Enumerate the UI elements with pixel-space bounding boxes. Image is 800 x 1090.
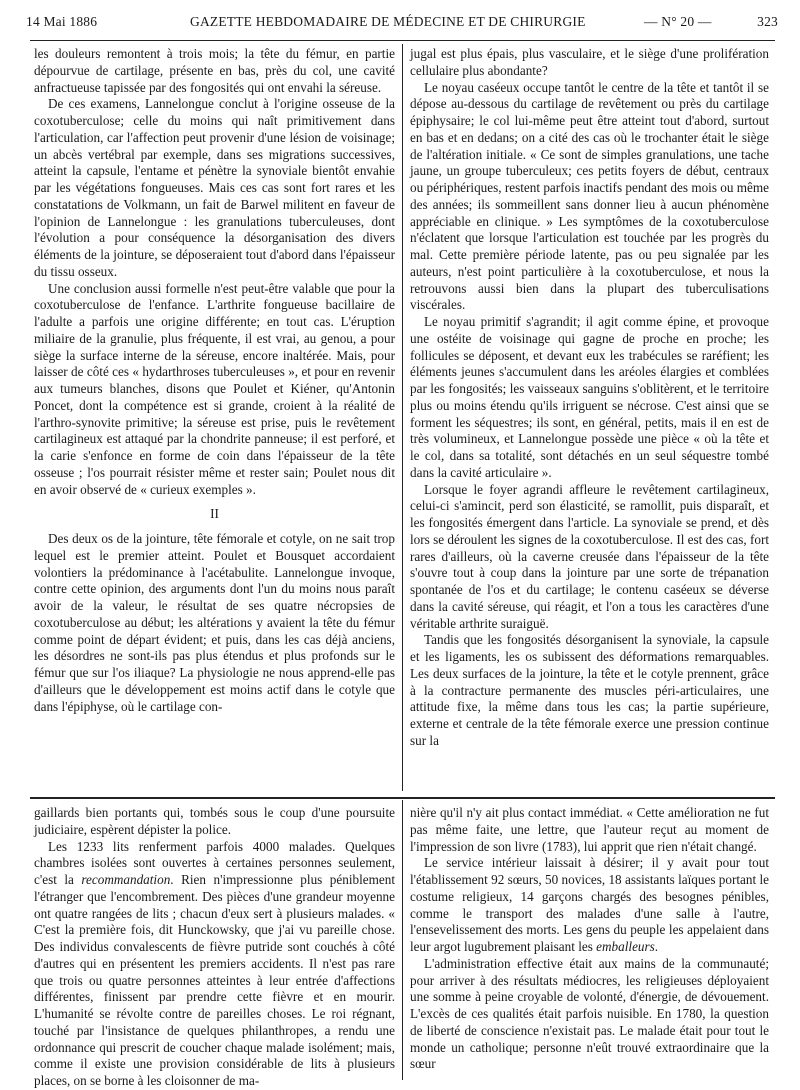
paragraph: Une conclusion aussi formelle n'est peut-être valable que pour la coxotuberculose de l'enfance. L'arthrite fongueuse bacillaire de l'adulte a parfois une origine différente; en tout cas. L'éruption miliaire de la granulie, plus fréquente, il est vrai, au genou, a pour siège la surface interne de la séreuse, encore inaltérée. Mais, pour laisser de côté ces « hydarthroses tuberculeuses », et pour en revenir aux tumeurs blanches, disons que Poulet et Kiéner, qu'Antonin Poncet, dont la compétence est si grande, croient à la réalité de l'arthro-synovite primitive; la séreuse est prise, puis le revêtement cartilagineux est attaqué par la chondrite panneuse; il est perforé, et la carie s'enfonce en forme de coin dans l'épaisseur de la tête osseuse ; l'os pourrait résister même et rester sain; Poulet nous dit en avoir observé de « curieux exemples ». (34, 280, 395, 497)
paragraph: les douleurs remontent à trois mois; la tête du fémur, en partie dépourvue de cartilage, présente en bas, près du col, une cavité anfractueuse tapissée par des fongosités qui ont envahi la séreuse. (34, 46, 395, 95)
upper-right-column (410, 46, 769, 750)
column-divider-lower (402, 800, 403, 1080)
emphasis: emballeurs (596, 939, 655, 954)
column-divider-upper (402, 44, 403, 791)
paragraph: Lorsque le foyer agrandi affleure le revêtement cartilagineux, celui-ci s'amincit, perd son élasticité, se ramollit, puis disparaît, et les fongosités émergent dans l'article. La synoviale se prend, et dès lors se déroulent les signes de la coxotuberculose. Il est des cas, fort rares d'ailleurs, où la caverne creusée dans l'épaisseur de la tête s'ouvre tout à coup dans la jointure par une sorte de trépanation spontanée de l'os et du cartilage; le contenu caséeux se déverse dans la cavité séreuse, qui réagit, et l'on a tous les caractères d'une véritable arthrite suraiguë. (410, 481, 769, 631)
journal-title: GAZETTE HEBDOMADAIRE DE MÉDECINE ET DE CHIRURGIE (190, 14, 586, 29)
emphasis: recommandation (81, 872, 171, 887)
lower-right-column (410, 805, 769, 1073)
paragraph: Les 1233 lits renferment parfois 4000 malades. Quelques chambres isolées sont ouvertes à certaines personnes seulement, c'est la recommandation. Rien n'impressionne plus péniblement l'étranger que l'encombrement. Des pièces d'une grandeur moyenne ont quatre rangées de lits ; chacun d'eux sert à plusieurs malades. « C'est la première fois, dit Hunckowsky, que j'ai vu pareille chose. Des individus convalescents de fièvre putride sont couchés à côté d'autres qui en présentent les premiers accidents. Il n'est pas rare que trois ou quatre personnes atteintes à leur entrée d'affections différentes, finissent par prendre cette fièvre et en mourir. L'humanité se révolte contre de pareilles choses. Le roi régnant, touché par l'insistance de quelques philanthropes, a rendu une ordonnance qui prescrit de coucher chaque malade isolément; mais, comme il existe une provision considérable de lits à plusieurs places, on se borne à les cloisonner de ma- (34, 838, 395, 1088)
paragraph: Le noyau caséeux occupe tantôt le centre de la tête et tantôt il se dépose au-dessous du cartilage de revêtement ou près du cartilage épiphysaire; le col lui-même peut être atteint tout d'abord, surtout en bas et en dedans; on a cité des cas où le trochanter était le siège de l'altération initiale. « Ce sont de simples granulations, une tache jaune, un groupe tuberculeux; ces petits foyers de début, centraux ou périphériques, restent parfois inactifs pendant des mois ou même des années; ils sommeillent sans donner lieu à aucun phénomène appréciable en clinique. » Les symptômes de la coxotuberculose n'éclatent que lorsque l'articulation est touchée par les progrès du mal. Cette première période latente, pas ou peu signalée par les auteurs, n'est point particulière à la coxotuberculose, et nous la retrouvons aussi bien dans la plupart des tuberculisations viscérales. (410, 79, 769, 313)
paragraph: De ces examens, Lannelongue conclut à l'origine osseuse de la coxotuberculose; celle du moins qui naît primitivement dans l'articulation, car l'affection peut provenir d'une lésion de voisinage; un abcès vertébral par exemple, dans ses migrations successives, atteint la capsule, l'entame et pénètre la synoviale bientôt envahie par les végétations fongueuses. Mais ces cas sont fort rares et les constatations de Volkmann, un fait de Barwel militent en faveur de l'opinion de Lannelongue : les granulations tuberculeuses, dont l'évolution a pour conséquence la désorganisation des divers éléments de la jointure, se déposeraient tout d'abord dans l'épaisseur du tissu osseux. (34, 96, 395, 279)
header-rule (30, 40, 775, 41)
paragraph: gaillards bien portants qui, tombés sous le coup d'une poursuite judiciaire, espèrent dépister la police. (34, 805, 395, 837)
paragraph: L'administration effective était aux mains de la communauté; pour arriver à des résultats médiocres, les religieuses déployaient une somme à peine croyable de volonté, d'énergie, de dévouement. L'excès de ces qualités était parfois nuisible. En 1780, la question de liberté de conscience n'existait pas. Le malade était pour tout le monde un catholique; personne n'eût trouvé extraordinaire que la sœur (410, 955, 769, 1072)
header-date: 14 Mai 1886 (26, 14, 98, 29)
section-heading: II (210, 506, 219, 522)
upper-left-column (34, 46, 395, 715)
paragraph: Des deux os de la jointure, tête fémorale et cotyle, on ne sait trop lequel est le premier atteint. Poulet et Bousquet accordaient volontiers la prédominance à l'acétabulite. Lannelongue invoque, contre cette opinion, des arguments dont l'un du moins nous paraît avoir de la valeur, le résultat de ses quatre nécropsies de coxotuberculose au début; les altérations y avaient la tête du fémur comme point de départ évident; et puis, dans les cas déjà anciens, les désordres ne sont-ils pas plus étendus et plus profonds sur le fémur que sur l'os iliaque? La physiologie ne nous apprend-elle pas d'ailleurs que le développement est moins actif dans le cotyle que dans l'épiphyse, où le cartilage con- (34, 531, 395, 714)
issue-number: — N° 20 — (644, 14, 712, 29)
lower-left-column (34, 805, 395, 1090)
paragraph: Tandis que les fongosités désorganisent la synoviale, la capsule et les ligaments, les os subissent des déformations remarquables. Les deux surfaces de la jointure, la tête et le cotyle prennent, grâce à la contracture permanente des muscles péri-articulaires, une attitude fixe, la même dans tous les cas; la partie supérieure, externe et centrale de la tête fémorale exerce une pression continue sur la (410, 632, 769, 748)
section-divider (30, 797, 775, 799)
paragraph: Le service intérieur laissait à désirer; il y avait pour tout l'établissement 92 sœurs, 50 novices, 18 assistants laïques portant le costume religieux, 14 garçons chargés des besognes pénibles, comme le transport des malades d'une salle à l'autre, l'ensevelissement des morts. Les gens du peuple les appelaient dans leur argot lugubrement plaisant les emballeurs. (410, 855, 769, 954)
running-header (26, 14, 778, 36)
paragraph: jugal est plus épais, plus vasculaire, et le siège d'une prolifération cellulaire plus abondante? (410, 46, 769, 78)
page-number: 323 (757, 14, 778, 29)
paragraph: nière qu'il n'y ait plus contact immédiat. « Cette amélioration ne fut pas même faite, une lettre, que l'auteur reçut au moment de l'impression de son livre (1783), lui apprit que rien n'était changé. (410, 805, 769, 854)
paragraph: Le noyau primitif s'agrandit; il agit comme épine, et provoque une ostéite de voisinage qui gagne de proche en proche; les follicules se déposent, et devant eux les trabécules se raréfient; les éléments jeunes s'accumulent dans les aréoles élargies et comblées par les fongosités; les vaisseaux sanguins s'oblitèrent, et le territoire plus ou moins étendu qu'ils irriguent se nécrose. C'est ainsi que se forment les séquestres; ils sont, en général, petits, mais il en est de très volumineux, et Lannelongue possède une pièce « où la tête et le col, dans sa totalité, sont détachés en un seul séquestre tombé dans la cavité articulaire ». (410, 314, 769, 480)
